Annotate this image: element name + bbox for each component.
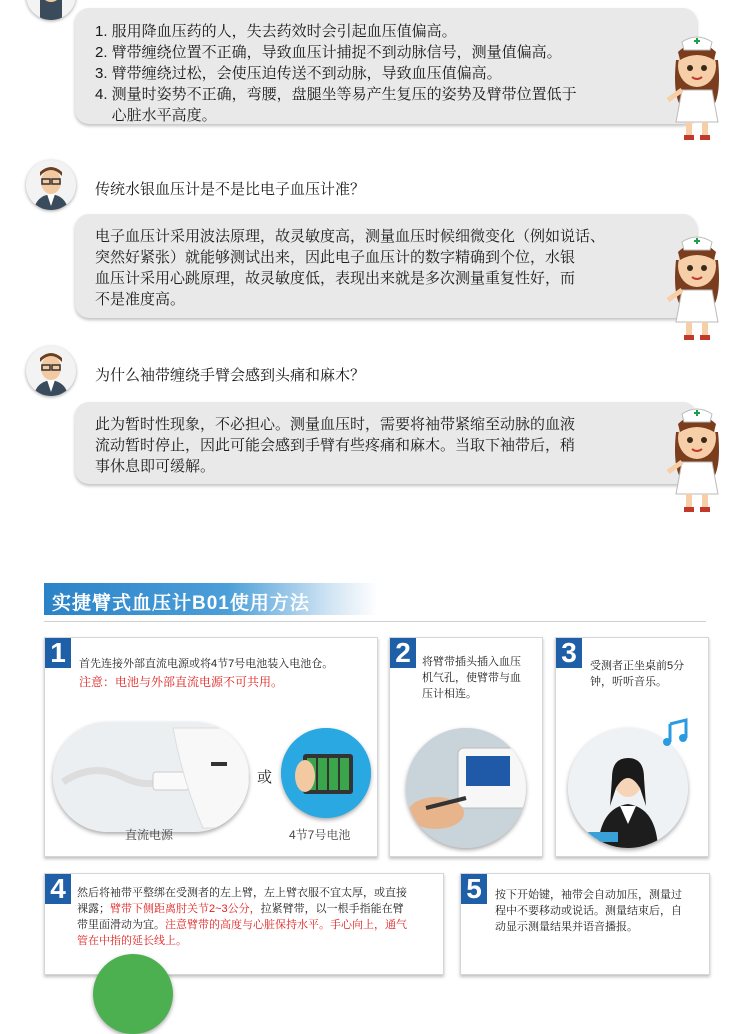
answer-line: 突然好紧张）就能够测试出来，因此电子血压计的数字精确到个位，水银 bbox=[95, 249, 576, 266]
answer-line: 流动暂时停止，因此可能会感到手臂有些疼痛和麻木。当取下袖带后，稍 bbox=[95, 437, 576, 454]
step-5-text: 程中不要移动或说话。测量结束后，自 bbox=[495, 905, 682, 917]
step-number: 3 bbox=[556, 638, 582, 668]
answer-line: 心脏水平高度。 bbox=[95, 107, 217, 124]
step-1-caption-dc: 直流电源 bbox=[125, 828, 174, 842]
step-number: 5 bbox=[461, 874, 487, 904]
faq-question-3: 为什么袖带缠绕手臂会感到头痛和麻木？ bbox=[95, 367, 366, 384]
answer-line: 2. 臂带缠绕位置不正确，导致血压计捕捉不到动脉信号，测量值偏高。 bbox=[95, 44, 562, 61]
dc-power-image bbox=[53, 722, 249, 832]
step-3-text: 受测者正坐桌前5分 bbox=[590, 660, 685, 672]
monitor-connection-image bbox=[406, 728, 526, 848]
divider bbox=[44, 621, 706, 622]
music-note-icon bbox=[660, 718, 690, 753]
step-number: 4 bbox=[45, 874, 71, 904]
faq-answer-1 bbox=[75, 8, 697, 124]
section-title-text: 实捷臂式血压计B01使用方法 bbox=[52, 593, 310, 614]
step-4-note: 注意臂带的高度与心脏保持水平。手心向上，通气 bbox=[165, 919, 407, 931]
faq-answer-2 bbox=[75, 214, 697, 318]
nurse-icon bbox=[662, 230, 732, 342]
step-4-text: 然后将袖带平整绑在受测者的左上臂，左上臂衣服不宜太厚，或直接 bbox=[77, 887, 407, 899]
step-4-text: 裸露； bbox=[77, 903, 110, 915]
battery-image bbox=[281, 728, 371, 818]
step-2-text: 机气孔，使臂带与血 bbox=[422, 672, 521, 684]
answer-line: 电子血压计采用波法原理，故灵敏度高，测量血压时候细微变化（例如说话、 bbox=[95, 228, 606, 245]
step-number: 1 bbox=[45, 638, 71, 668]
section-title bbox=[44, 583, 378, 615]
step-4-text-line bbox=[77, 901, 439, 917]
answer-line: 3. 臂带缠绕过松，会使压迫传送不到动脉，导致血压值偏高。 bbox=[95, 65, 502, 82]
arm-cuff-image bbox=[93, 954, 173, 1034]
answer-line: 此为暂时性现象，不必担心。测量血压时，需要将袖带紧缩至动脉的血液 bbox=[95, 416, 576, 433]
step-3-text: 钟，听听音乐。 bbox=[590, 676, 667, 688]
step-5-text: 按下开始键，袖带会自动加压，测量过 bbox=[495, 889, 682, 901]
step-4-text-line bbox=[77, 917, 439, 933]
nurse-icon bbox=[662, 30, 732, 142]
answer-line: 事休息即可缓解。 bbox=[95, 458, 216, 475]
step-5-text: 动显示测量结果并语音播报。 bbox=[495, 921, 638, 933]
avatar-man bbox=[26, 346, 76, 396]
avatar-man bbox=[26, 0, 76, 20]
step-2-text: 将臂带插头插入血压 bbox=[422, 656, 521, 668]
step-1-caption-battery: 4节7号电池 bbox=[289, 828, 351, 842]
step-1-text: 首先连接外部直流电源或将4节7号电池装入电池仓。 bbox=[79, 658, 334, 670]
step-1-caption-or: 或 bbox=[257, 769, 273, 786]
avatar-man bbox=[26, 160, 76, 210]
step-2-card bbox=[389, 637, 543, 857]
answer-line: 4. 测量时姿势不正确，弯腰，盘腿坐等易产生复压的姿势及臂带位置低于 bbox=[95, 86, 577, 103]
step-1-card bbox=[44, 637, 378, 857]
nurse-icon bbox=[662, 402, 732, 514]
step-4-text: 拉紧臂带，以一根手指能在臂 bbox=[260, 903, 404, 915]
step-3-card bbox=[555, 637, 709, 857]
step-4-note: 臂带下侧距离肘关节2~3公分， bbox=[110, 903, 261, 915]
faq-answer-3 bbox=[75, 402, 697, 484]
step-2-text: 压计相连。 bbox=[422, 688, 477, 700]
answer-line: 1. 服用降血压药的人，失去药效时会引起血压值偏高。 bbox=[95, 23, 457, 40]
step-number: 2 bbox=[390, 638, 416, 668]
faq-question-2: 传统水银血压计是不是比电子血压计准？ bbox=[95, 181, 366, 198]
step-4-text: 带里面滑动为宜。 bbox=[77, 919, 165, 931]
step-4-note: 管在中指的延长线上。 bbox=[77, 935, 187, 947]
answer-line: 血压计采用心跳原理，故灵敏度低，表现出来就是多次测量重复性好，而 bbox=[95, 270, 576, 287]
step-1-note: 注意：电池与外部直流电源不可共用。 bbox=[79, 675, 284, 689]
answer-line: 不是准度高。 bbox=[95, 291, 186, 308]
